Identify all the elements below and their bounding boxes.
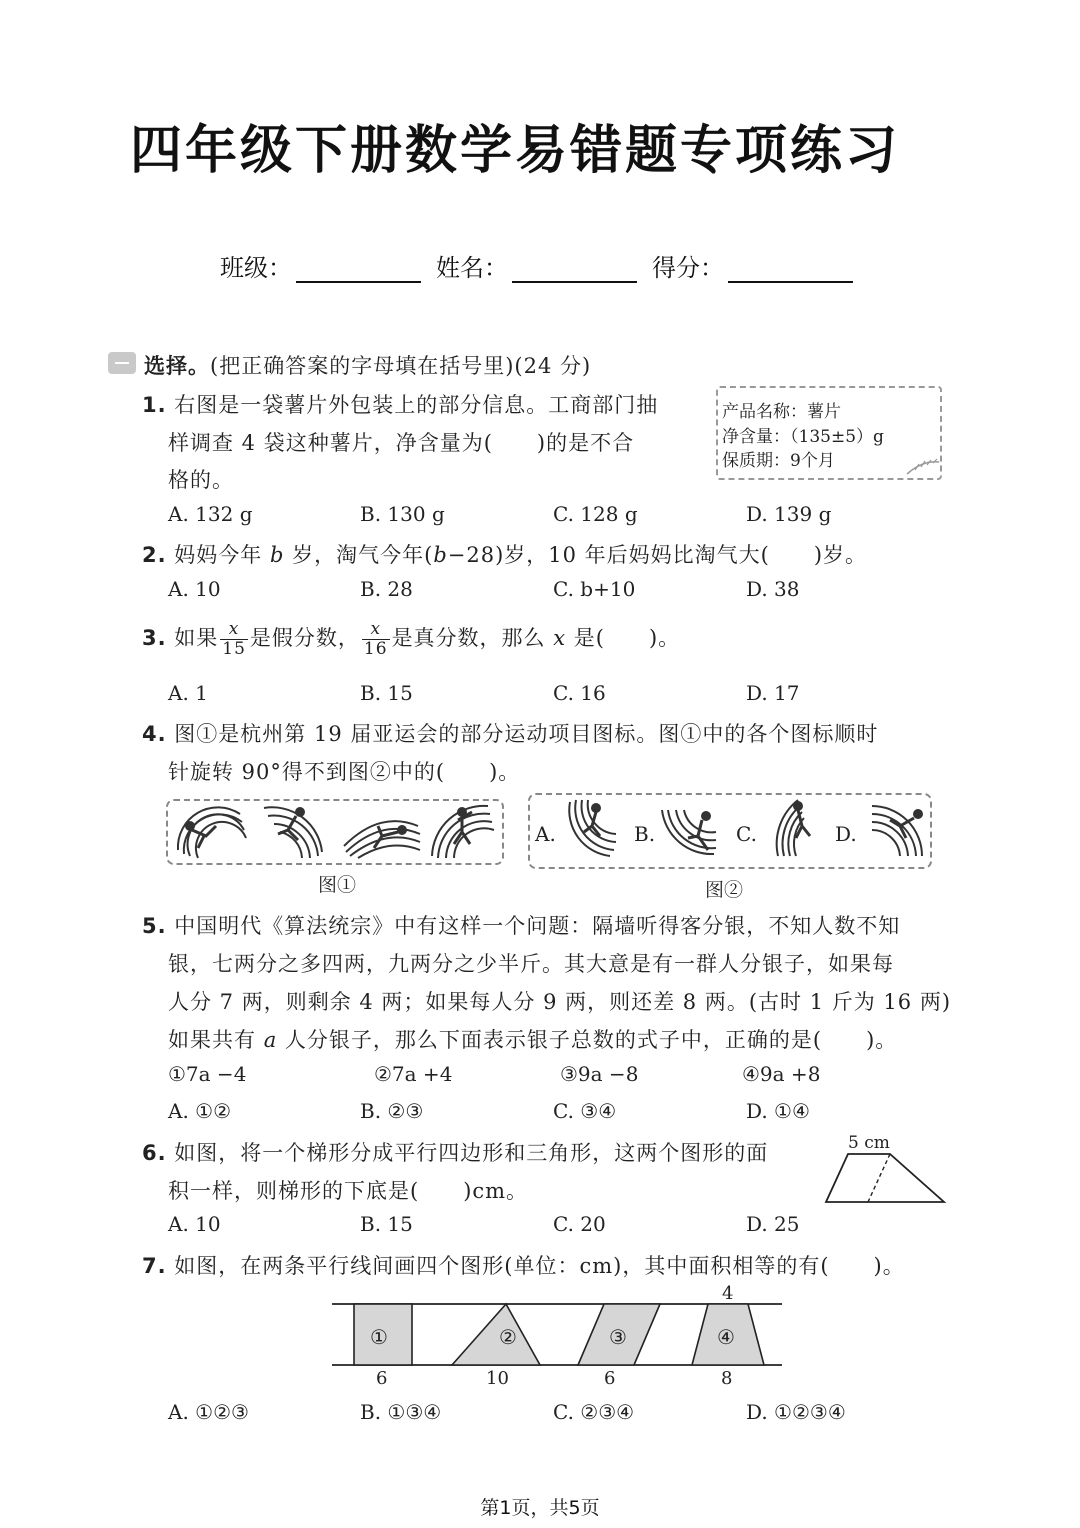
q3-frac1-num: x [220,620,248,640]
q5-expr-2: ②7a +4 [374,1062,453,1086]
figure-2-icons [560,796,930,862]
q5-text4a: 如果共有 [168,1028,256,1052]
q1-line2: 样调查 4 袋这种薯片，净含量为( )的是不合 [168,431,635,455]
q5-option-d[interactable]: D. ①④ [746,1099,810,1123]
q5-text4b: 人分银子，那么下面表示银子总数的式子中，正确的是( )。 [284,1028,898,1052]
q3-line [142,620,680,659]
q2-var-b: b [269,543,285,567]
q2-text-b: 岁，淘气今年( [292,543,434,567]
q5-line2: 银，七两分之多四两，九两分之少半斤。其大意是有一群人分银子，如果每 [168,952,894,976]
q1-text1: 右图是一袋薯片外包装上的部分信息。工商部门抽 [174,393,659,417]
q2-line [142,539,867,569]
section-heading [144,350,591,380]
score-field [652,248,853,283]
q5-text1: 中国明代《算法统宗》中有这样一个问题：隔墙听得客分银，不知人数不知 [174,914,901,938]
q3-fraction-1 [220,620,248,659]
page-title: 四年级下册数学易错题专项练习 [129,121,900,181]
q3-text-b: 是假分数， [249,626,360,650]
q7-line1 [142,1250,905,1280]
q1-option-c[interactable]: C. 128 g [553,502,638,526]
q5-option-b[interactable]: B. ②③ [360,1099,424,1123]
q4-text1: 图①是杭州第 19 届亚运会的部分运动项目图标。图①中的各个图标顺时 [174,722,879,746]
class-blank[interactable] [296,257,421,283]
page-number: 第1页，共5页 [480,1497,600,1519]
q6-number: 6. [142,1141,167,1165]
q2-var-b2: b [433,543,448,567]
q5-expr-3: ③9a −8 [560,1062,639,1086]
q5-var-a: a [263,1028,278,1052]
q6-option-b[interactable]: B. 15 [360,1212,413,1236]
fig2-label-a[interactable]: A. [535,822,556,846]
q6-text1: 如图，将一个梯形分成平行四边形和三角形，这两个图形的面 [174,1141,769,1165]
name-field [436,248,637,283]
q1-line1 [142,389,658,419]
class-field [220,248,421,283]
fig2-label-b[interactable]: B. [634,822,656,846]
sport-icon-1 [178,807,246,858]
fig2-label-c[interactable]: C. [736,822,757,846]
q3-option-b[interactable]: B. 15 [360,681,413,705]
shape-4-label: ④ [717,1325,735,1349]
shape-2-label: ② [499,1325,517,1349]
fig2-label-d[interactable]: D. [835,822,857,846]
q6-line2: 积一样，则梯形的下底是( )cm。 [168,1179,529,1203]
sport-icon-4 [432,806,494,858]
option-a-icon [569,800,616,856]
q3-text-a: 如果 [174,626,219,650]
q1-line3: 格的。 [168,468,234,492]
product-weight: 净含量：（135±5）g [722,427,884,447]
dim-bottom-6-b: 6 [604,1368,616,1389]
trapezoid-figure [820,1150,950,1206]
q5-expr-1: ①7a −4 [168,1062,247,1086]
name-blank[interactable] [512,257,637,283]
leaf-decoration-icon [905,458,941,476]
q6-line1 [142,1137,768,1167]
q1-option-d[interactable]: D. 139 g [746,502,832,526]
class-label: 班级： [220,254,292,282]
q2-option-b[interactable]: B. 28 [360,577,413,601]
q3-option-d[interactable]: D. 17 [746,681,800,705]
q5-option-c[interactable]: C. ③④ [553,1099,617,1123]
q1-option-a[interactable]: A. 132 g [168,502,253,526]
dim-bottom-10: 10 [486,1368,509,1389]
score-label: 得分： [652,254,724,282]
q2-option-c[interactable]: C. b+10 [553,577,636,601]
q6-option-a[interactable]: A. 10 [168,1212,221,1236]
sport-icon-3 [344,821,420,858]
q3-fraction-2 [362,620,390,659]
q5-expr-4: ④9a +8 [742,1062,821,1086]
q3-text-d: 是( )。 [573,626,681,650]
q6-option-d[interactable]: D. 25 [746,1212,800,1236]
q3-var-x: x [553,626,567,650]
product-shelf-life: 保质期：9个月 [722,451,835,471]
q6-option-c[interactable]: C. 20 [553,1212,606,1236]
q2-number: 2. [142,543,167,567]
q5-number: 5. [142,914,167,938]
figure-1-icons [170,802,500,860]
product-name: 产品名称：薯片 [722,402,841,422]
figure-2-caption: 图② [705,879,744,901]
dim-top-4: 4 [722,1283,734,1304]
section-instruction: (把正确答案的字母填在括号里)(24 分) [210,354,592,378]
name-label: 姓名： [436,254,508,282]
figure-1-caption: 图① [318,874,357,896]
q5-line4 [168,1024,897,1054]
q3-text-c: 是真分数，那么 [391,626,546,650]
sport-icon-2 [264,807,322,858]
dim-bottom-8: 8 [721,1368,733,1389]
q1-number: 1. [142,393,167,417]
q3-number: 3. [142,626,167,650]
q3-option-c[interactable]: C. 16 [553,681,606,705]
shape-3-label: ③ [609,1325,627,1349]
q7-option-d[interactable]: D. ①②③④ [746,1400,846,1424]
q3-option-a[interactable]: A. 1 [168,681,208,705]
q6-top-base-label: 5 cm [848,1133,890,1153]
q7-option-b[interactable]: B. ①③④ [360,1400,442,1424]
q2-text-c: −28)岁，10 年后妈妈比淘气大( )岁。 [447,543,868,567]
option-d-icon [872,806,922,856]
q4-line2: 针旋转 90°得不到图②中的( )。 [168,760,521,784]
option-c-icon [777,800,810,856]
q1-option-b[interactable]: B. 130 g [360,502,445,526]
score-blank[interactable] [728,257,853,283]
q5-line1 [142,910,900,940]
q7-number: 7. [142,1254,167,1278]
q7-text1: 如图，在两条平行线间画四个图形(单位：cm)，其中面积相等的有( )。 [174,1254,905,1278]
q4-number: 4. [142,722,167,746]
q2-option-d[interactable]: D. 38 [746,577,800,601]
shape-1-label: ① [370,1325,388,1349]
q3-frac2-num: x [362,620,390,640]
q3-frac1-den: 15 [222,639,246,659]
section-heading-text: 选择。 [144,354,210,378]
q2-option-a[interactable]: A. 10 [168,577,221,601]
shape-2-triangle [452,1304,540,1365]
q5-line3: 人分 7 两，则剩余 4 两；如果每人分 9 两，则还差 8 两。(古时 1 斤为 16 两) [168,990,952,1014]
section-number-badge [108,352,136,374]
q7-option-a[interactable]: A. ①②③ [168,1400,249,1424]
q5-option-a[interactable]: A. ①② [168,1099,232,1123]
q4-line1 [142,718,878,748]
q3-frac2-den: 16 [363,639,388,659]
option-b-icon [662,810,716,854]
q7-option-c[interactable]: C. ②③④ [553,1400,635,1424]
dim-bottom-6-a: 6 [376,1368,388,1389]
q2-text-a: 妈妈今年 [174,543,263,567]
